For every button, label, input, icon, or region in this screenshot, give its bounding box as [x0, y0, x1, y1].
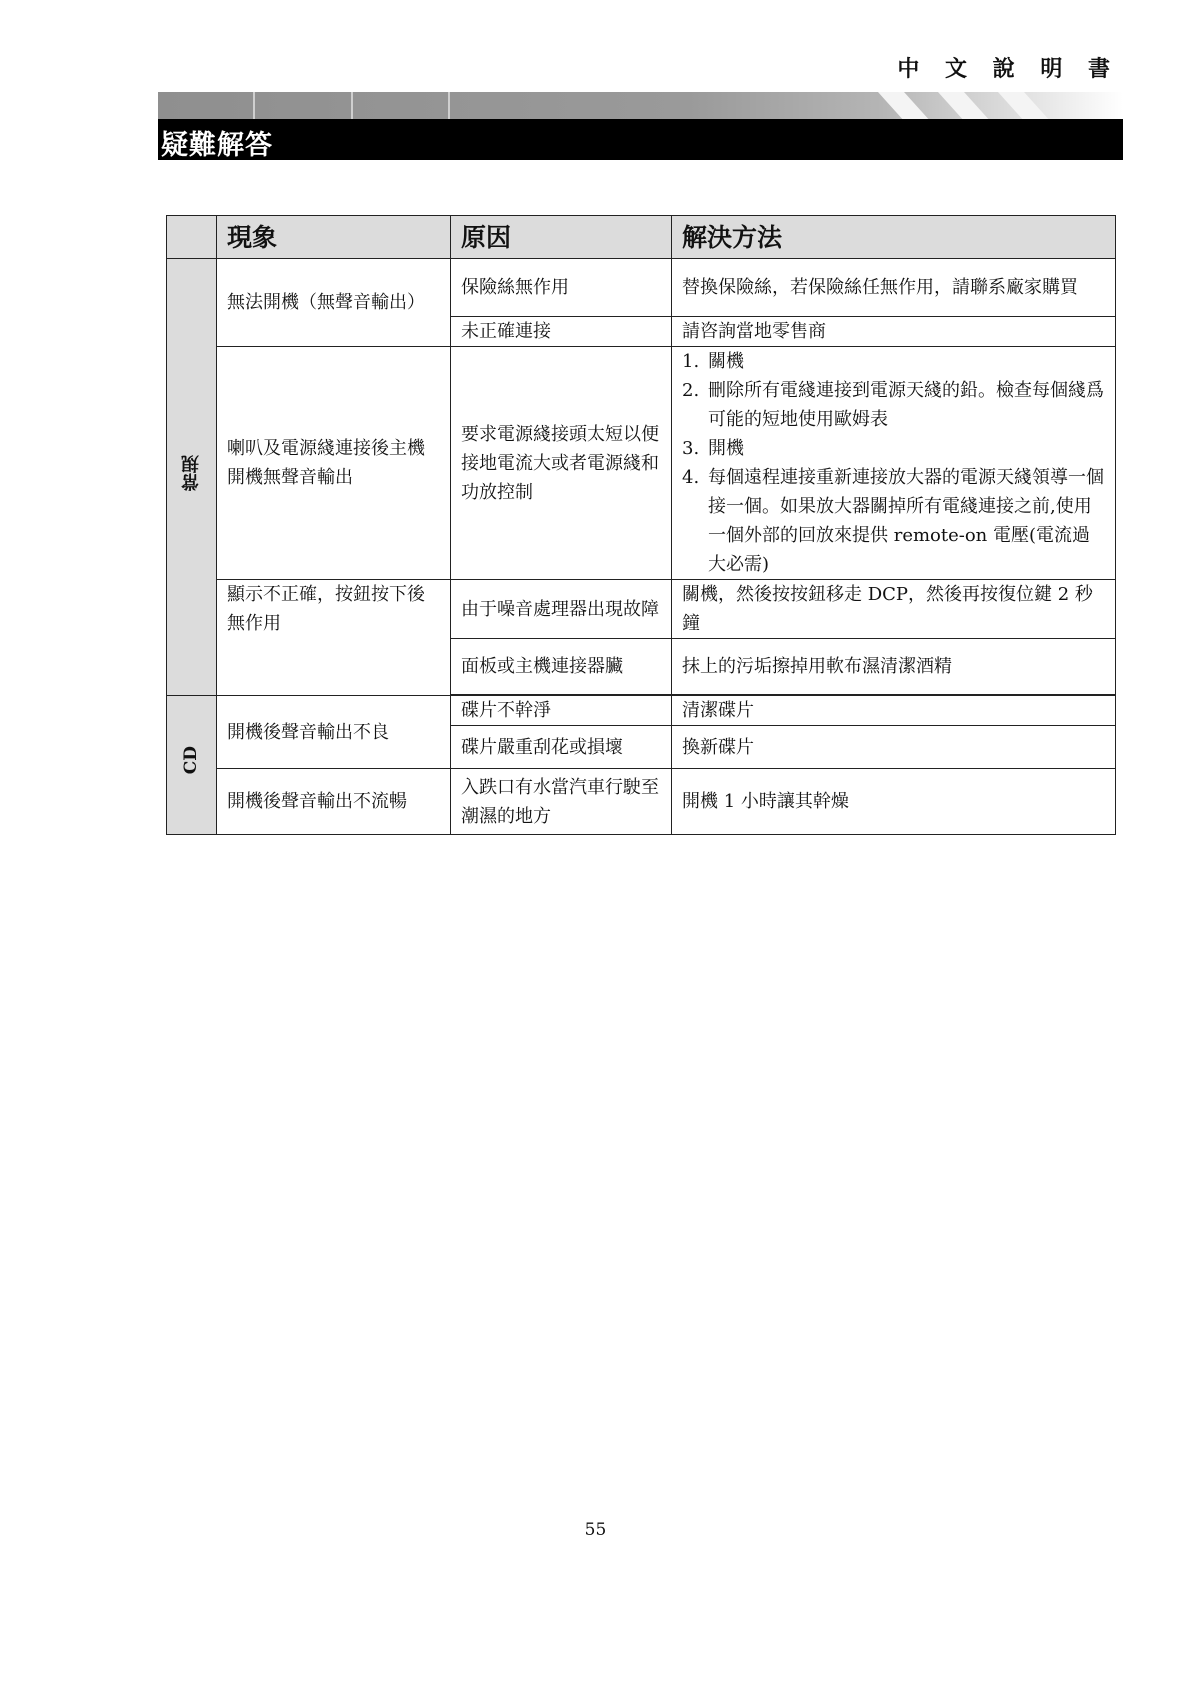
solution-cell: 請咨詢當地零售商	[672, 317, 1116, 347]
table-row	[167, 696, 1116, 726]
solution-steps	[682, 347, 1105, 579]
troubleshooting-table	[166, 215, 1116, 835]
page-number: 55	[584, 1520, 607, 1540]
cause-cell: 碟片嚴重刮花或損壞	[451, 726, 672, 769]
section-title-bar	[158, 119, 1123, 160]
solution-cell: 替換保險絲，若保險絲任無作用，請聯系廠家購買	[672, 259, 1116, 317]
step-item: 2. 刪除所有電綫連接到電源天綫的鉛。檢查每個綫爲可能的短地使用歐姆表	[682, 380, 1104, 430]
column-header-cause: 原因	[451, 216, 672, 259]
table-row	[167, 347, 1116, 580]
solution-cell: 開機 1 小時讓其幹燥	[672, 769, 1116, 835]
header-corner	[167, 216, 217, 259]
step-item: 3. 開機	[682, 438, 744, 459]
symptom-cell: 顯示不正確，按鈕按下後無作用	[217, 580, 451, 696]
cause-cell: 由于噪音處理器出現故障	[451, 580, 672, 639]
manual-label: 中 文 說 明 書	[897, 56, 1119, 82]
symptom-cell: 喇叭及電源綫連接後主機開機無聲音輸出	[217, 347, 451, 580]
step-item: 4. 每個遠程連接重新連接放大器的電源天綫領導一個接一個。如果放大器關掉所有電綫連接之前,使用一個外部的回放來提供 remote-on 電壓(電流過大必需)	[682, 467, 1104, 575]
category-label: CD	[181, 746, 201, 775]
solution-cell: 關機，然後按按鈕移走 DCP，然後再按復位鍵 2 秒鐘	[672, 580, 1116, 639]
cause-cell: 保險絲無作用	[451, 259, 672, 317]
category-general	[167, 259, 217, 696]
symptom-cell: 開機後聲音輸出不良	[217, 696, 451, 769]
cause-cell: 入跌口有水當汽車行駛至潮濕的地方	[451, 769, 672, 835]
column-header-symptom: 現象	[217, 216, 451, 259]
cause-cell: 碟片不幹淨	[451, 696, 672, 726]
table-row	[167, 769, 1116, 835]
solution-cell: 清潔碟片	[672, 696, 1116, 726]
column-header-solution: 解決方法	[672, 216, 1116, 259]
cause-cell: 要求電源綫接頭太短以便接地電流大或者電源綫和功放控制	[451, 347, 672, 580]
table-row	[167, 259, 1116, 317]
section-title: 疑難解答	[161, 130, 273, 161]
symptom-cell: 開機後聲音輸出不流暢	[217, 769, 451, 835]
solution-cell: 換新碟片	[672, 726, 1116, 769]
solution-steps-cell	[672, 347, 1116, 580]
solution-cell: 抹上的污垢擦掉用軟布濕清潔酒精	[672, 639, 1116, 695]
category-cd	[167, 696, 217, 835]
table-row	[167, 580, 1116, 639]
step-item: 1. 關機	[682, 351, 744, 372]
cause-cell: 未正確連接	[451, 317, 672, 347]
table-header-row	[167, 216, 1116, 259]
cause-cell: 面板或主機連接器臟	[451, 639, 672, 695]
header-band	[158, 92, 1123, 119]
category-label: 常規	[181, 454, 202, 491]
symptom-cell: 無法開機（無聲音輸出）	[217, 259, 451, 347]
